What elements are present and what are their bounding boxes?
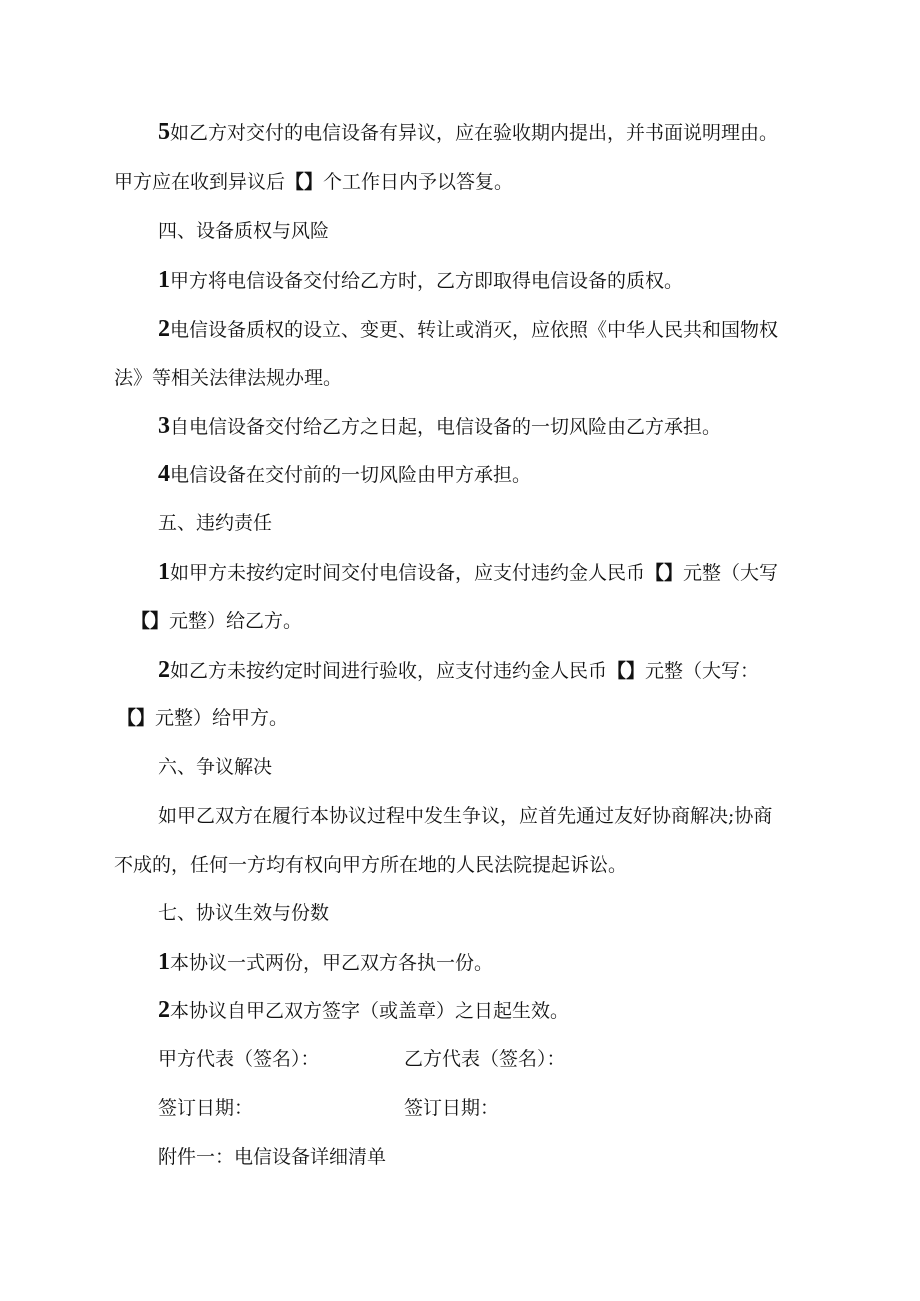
- blank-bracket: 【】: [285, 171, 324, 193]
- blank-bracket: 【】: [645, 562, 684, 584]
- item-number: 1: [158, 559, 170, 585]
- blank-bracket: 【】: [131, 610, 170, 632]
- item-text: 如乙方对交付的电信设备有异议，应在验收期内提出，并书面说明理由。: [170, 122, 779, 144]
- item-5-continuation: [114, 170, 513, 194]
- item-text: 甲方将电信设备交付给乙方时，乙方即取得电信设备的质权。: [170, 270, 684, 292]
- item-text: 元整）给乙方。: [169, 610, 303, 632]
- item-number: 1: [158, 267, 170, 293]
- item-text: 如乙方未按约定时间进行验收，应支付违约金人民币: [170, 660, 608, 682]
- s4-item-2: [158, 317, 778, 342]
- s6-paragraph: 如甲乙双方在履行本协议过程中发生争议，应首先通过友好协商解决;协商: [158, 805, 773, 827]
- s4-item-4: [158, 462, 531, 487]
- item-text: 甲方应在收到异议后: [114, 171, 286, 193]
- s5-item-2-continuation: [117, 706, 288, 730]
- item-text: 个工作日内予以答复。: [323, 171, 514, 193]
- party-b-representative-label: 乙方代表（签名）：: [404, 1048, 566, 1070]
- s5-item-1: [158, 560, 778, 585]
- s6-paragraph-continuation: 不成的，任何一方均有权向甲方所在地的人民法院提起诉讼。: [114, 854, 628, 876]
- s5-item-2: [158, 658, 759, 683]
- s7-item-1: [158, 950, 493, 975]
- item-number: 3: [158, 413, 170, 439]
- item-text: 元整）给甲方。: [155, 707, 289, 729]
- item-text: 元整（大写: [683, 562, 779, 584]
- blank-bracket: 【】: [117, 707, 156, 729]
- item-number: 5: [158, 119, 170, 145]
- item-number: 2: [158, 657, 170, 683]
- item-number: 4: [158, 461, 170, 487]
- item-text: 电信设备在交付前的一切风险由甲方承担。: [170, 464, 532, 486]
- item-text: 本协议一式两份，甲乙双方各执一份。: [170, 952, 494, 974]
- item-number: 2: [158, 997, 170, 1023]
- section-heading-5: 五、违约责任: [158, 512, 273, 534]
- s5-item-1-continuation: [131, 609, 302, 633]
- s7-item-2: [158, 998, 569, 1023]
- s4-item-3: [158, 414, 721, 439]
- item-text: 如甲方未按约定时间交付电信设备，应支付违约金人民币: [170, 562, 646, 584]
- item-text: 元整（大写：: [645, 660, 760, 682]
- s4-item-1: [158, 268, 683, 293]
- party-a-representative-label: 甲方代表（签名）：: [158, 1048, 320, 1070]
- party-a-date-label: 签订日期：: [158, 1097, 254, 1119]
- item-text: 自电信设备交付给乙方之日起，电信设备的一切风险由乙方承担。: [170, 416, 722, 438]
- section-heading-6: 六、争议解决: [158, 756, 273, 778]
- party-b-date-label: 签订日期：: [404, 1097, 500, 1119]
- s4-item-2-continuation: 法》等相关法律法规办理。: [114, 367, 343, 389]
- item-text: 本协议自甲乙双方签字（或盖章）之日起生效。: [170, 1000, 570, 1022]
- item-text: 电信设备质权的设立、变更、转让或消灭，应依照《中华人民共和国物权: [170, 319, 779, 341]
- section-heading-4: 四、设备质权与风险: [158, 220, 330, 242]
- attachment-title: 附件一：电信设备详细清单: [158, 1146, 387, 1168]
- section-heading-7: 七、协议生效与份数: [158, 902, 330, 924]
- item-number: 1: [158, 949, 170, 975]
- item-number: 2: [158, 316, 170, 342]
- blank-bracket: 【】: [607, 660, 646, 682]
- item-5: [158, 120, 778, 145]
